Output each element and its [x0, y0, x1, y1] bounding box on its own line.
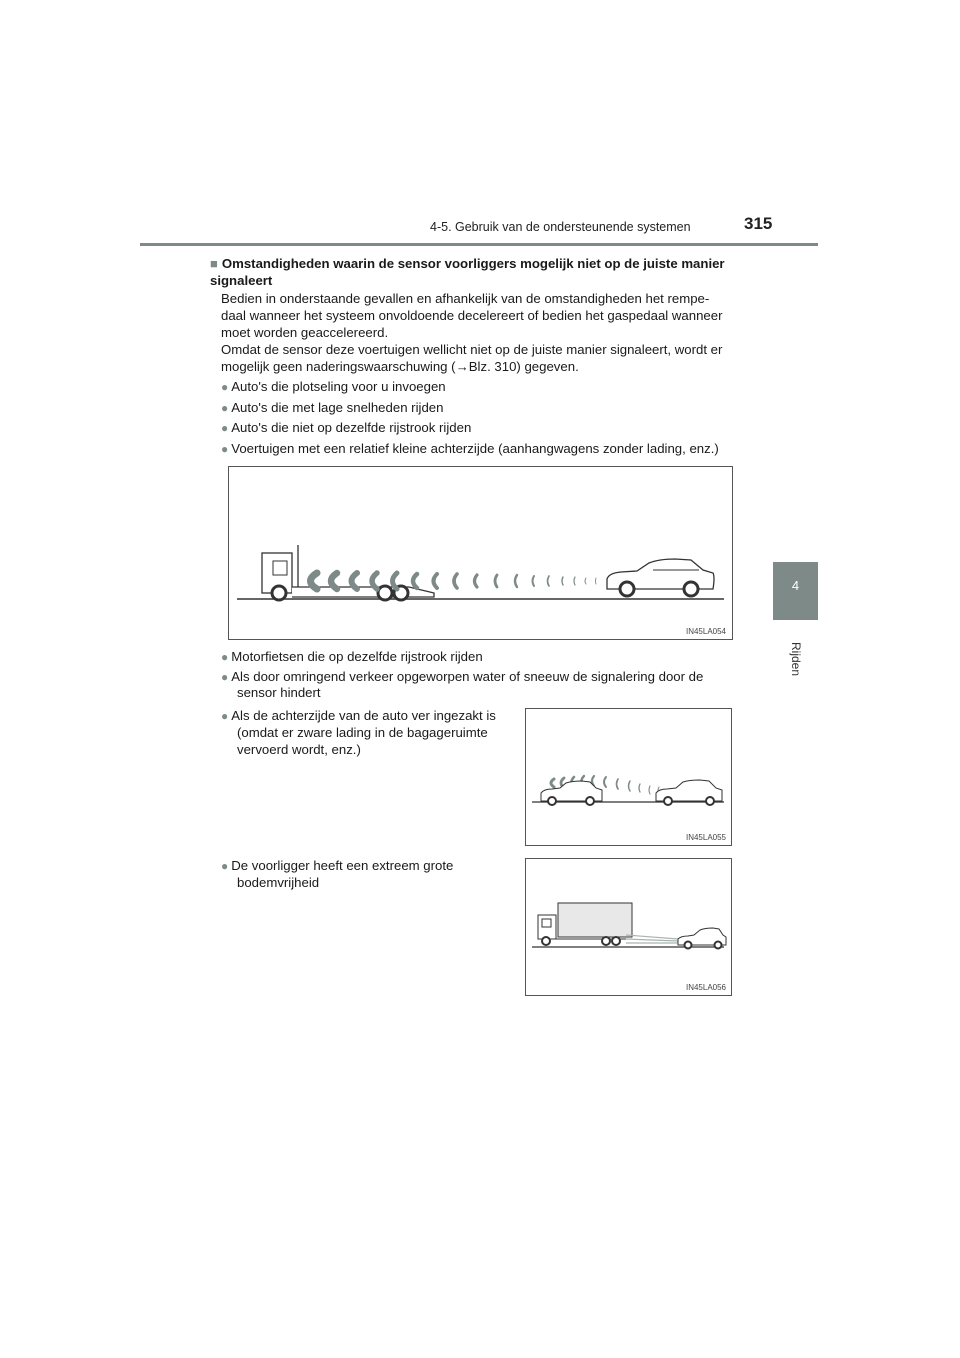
para-line: daal wanneer het systeem onvoldoende decelereert of bedien het gaspedaal wanneer — [221, 308, 723, 323]
para-line: Omdat de sensor deze voertuigen wellicht niet op de juiste manier signaleert, wordt er — [221, 342, 723, 357]
bullet-dot-icon: ● — [221, 650, 229, 664]
list-item — [221, 419, 471, 437]
chapter-label — [784, 632, 808, 692]
list-item-text: De voorligger heeft een extreem grote — [231, 858, 454, 873]
square-bullet-icon: ■ — [210, 256, 218, 271]
list-item-continuation: bodemvrijheid — [237, 875, 320, 890]
heading-text: Omstandigheden waarin de sensor voorliggers mogelijk niet op de juiste manier signaleert — [210, 256, 725, 288]
bullet-dot-icon: ● — [221, 421, 229, 435]
list-item — [221, 399, 443, 417]
figure-code: IN45LA055 — [685, 833, 726, 842]
figure-code: IN45LA056 — [685, 983, 726, 992]
bullet-dot-icon: ● — [221, 442, 229, 456]
figure-code: IN45LA054 — [685, 627, 726, 636]
figure-high-clearance-illustration — [525, 858, 732, 996]
para-line: mogelijk geen naderingswaarschuwing (→Blz. 310) gegeven. — [221, 359, 579, 374]
list-item-continuation: vervoerd wordt, enz.) — [237, 742, 361, 757]
figure-sagging-rear-illustration — [525, 708, 732, 846]
trailer-scene-svg — [229, 467, 732, 639]
list-item — [221, 857, 513, 875]
list-item-text: Auto's die plotseling voor u invoegen — [231, 379, 446, 394]
list-item-continuation: (omdat er zware lading in de bagageruimte — [237, 725, 488, 740]
list-item — [221, 648, 483, 666]
bullet-dot-icon: ● — [221, 709, 229, 723]
chapter-number: 4 — [791, 578, 800, 593]
bullet-dot-icon: ● — [221, 380, 229, 394]
para-line: Bedien in onderstaande gevallen en afhankelijk van de omstandigheden het rempe- — [221, 291, 710, 306]
section-title: 4-5. Gebruik van de ondersteunende systemen — [430, 220, 691, 234]
list-item-text: Auto's die niet op dezelfde rijstrook rijden — [231, 420, 472, 435]
list-item-text: Motorfietsen die op dezelfde rijstrook rijden — [231, 649, 483, 664]
page-number: 315 — [744, 214, 773, 233]
list-item-text: Als door omringend verkeer opgeworpen water of sneeuw de signalering door de — [231, 669, 704, 684]
truck-scene-svg — [526, 859, 731, 995]
chapter-label-text: Rijden — [789, 641, 803, 677]
figure-trailer-illustration — [228, 466, 733, 640]
list-item — [221, 707, 513, 725]
list-item — [221, 440, 719, 458]
para-line: moet worden geaccelereerd. — [221, 325, 389, 340]
bullet-dot-icon: ● — [221, 670, 229, 684]
header-rule — [140, 243, 818, 246]
subsection-heading — [210, 255, 750, 289]
list-item-continuation: sensor hindert — [237, 685, 321, 700]
bullet-dot-icon: ● — [221, 401, 229, 415]
list-item — [221, 378, 446, 396]
sagging-scene-svg — [526, 709, 731, 845]
list-item-text: Auto's die met lage snelheden rijden — [231, 400, 444, 415]
bullet-dot-icon: ● — [221, 859, 229, 873]
list-item-text: Als de achterzijde van de auto ver ingezakt is — [231, 708, 496, 723]
list-item-text: Voertuigen met een relatief kleine achterzijde (aanhangwagens zonder lading, enz.) — [231, 441, 719, 456]
